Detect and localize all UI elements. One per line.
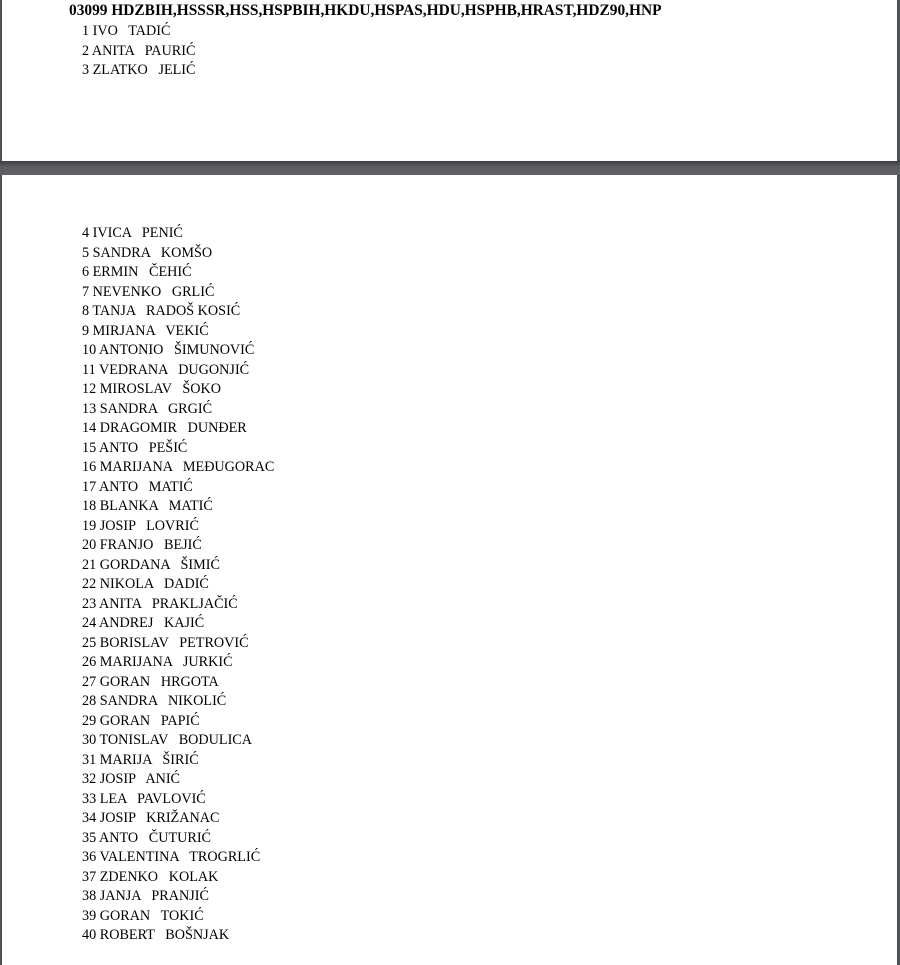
candidate-row [82, 419, 274, 439]
candidate-first-name: IVICA [92, 225, 132, 241]
candidate-row [82, 380, 274, 400]
candidate-last-name: ŠIRIĆ [162, 751, 199, 768]
page-gap [0, 161, 900, 175]
candidate-first-name: BORISLAV [99, 634, 169, 651]
candidate-number: 5 [82, 244, 90, 261]
candidate-first-name: NEVENKO [92, 283, 162, 300]
candidate-last-name: ŠOKO [182, 381, 222, 397]
candidate-number: 8 [82, 303, 90, 319]
candidate-row [82, 614, 274, 634]
candidate-row [82, 263, 274, 283]
candidate-number: 16 [82, 459, 97, 475]
candidate-last-name: PRAKLJAČIĆ [151, 595, 238, 612]
candidate-last-name: ANIĆ [145, 771, 181, 787]
candidate-number: 26 [82, 654, 97, 670]
candidate-last-name: PENIĆ [141, 225, 183, 241]
candidate-row [82, 868, 274, 888]
candidate-row [82, 790, 274, 810]
candidate-number: 10 [82, 342, 97, 358]
candidate-first-name: ROBERT [99, 927, 155, 943]
candidate-first-name: MIRJANA [92, 322, 155, 339]
candidate-first-name: ANITA [98, 595, 142, 612]
candidate-first-name: JOSIP [99, 517, 136, 534]
candidate-last-name: RADOŠ KOSIĆ [146, 303, 241, 319]
candidate-first-name: BLANKA [99, 498, 159, 514]
candidate-row [82, 341, 274, 361]
candidate-number: 21 [82, 556, 97, 573]
candidate-first-name: SANDRA [99, 693, 158, 709]
candidate-last-name: KOMŠO [160, 244, 213, 261]
candidate-row [82, 731, 274, 751]
candidate-number: 13 [82, 400, 97, 417]
document-page-2 [1, 175, 898, 965]
candidate-number: 37 [82, 868, 97, 885]
candidate-row [82, 653, 274, 673]
candidate-row [82, 244, 274, 264]
candidate-last-name: DUGONJIĆ [178, 361, 250, 378]
candidate-last-name: PEŠIĆ [148, 439, 188, 456]
candidate-row [82, 926, 274, 946]
candidate-last-name: TROGRLIĆ [189, 849, 261, 865]
candidate-number: 24 [82, 615, 97, 631]
candidate-last-name: ŠIMUNOVIĆ [173, 342, 255, 358]
candidate-number: 18 [82, 498, 97, 514]
candidate-row [82, 712, 274, 732]
candidate-row [82, 575, 274, 595]
candidate-row [82, 42, 196, 62]
candidate-first-name: ANDREJ [98, 615, 154, 631]
candidate-row [82, 61, 196, 81]
candidate-first-name: LEA [99, 790, 127, 807]
candidate-last-name: GRLIĆ [171, 283, 215, 300]
candidate-row [82, 673, 274, 693]
candidate-number: 29 [82, 712, 97, 729]
candidate-first-name: ANITA [91, 42, 135, 59]
candidate-last-name: BODULICA [178, 732, 253, 748]
candidate-first-name: TONISLAV [99, 732, 169, 748]
candidate-first-name: VALENTINA [99, 849, 179, 865]
candidate-row [82, 634, 274, 654]
candidate-row [82, 497, 274, 517]
candidate-first-name: ANTO [98, 829, 139, 846]
candidate-first-name: GORAN [99, 712, 151, 729]
candidate-first-name: ERMIN [92, 264, 139, 280]
candidate-number: 27 [82, 673, 97, 690]
candidate-last-name: NIKOLIĆ [167, 693, 227, 709]
candidate-number: 30 [82, 732, 97, 748]
candidate-number: 17 [82, 478, 97, 495]
candidate-row [82, 361, 274, 381]
candidate-row [82, 478, 274, 498]
candidate-row [82, 22, 196, 42]
candidate-last-name: MATIĆ [168, 498, 213, 514]
candidate-last-name: VEKIĆ [165, 322, 209, 339]
candidate-row [82, 536, 274, 556]
candidate-first-name: SANDRA [92, 244, 151, 261]
candidate-number: 19 [82, 517, 97, 534]
candidate-number: 11 [82, 361, 96, 378]
candidate-row [82, 302, 274, 322]
candidate-number: 9 [82, 322, 90, 339]
candidate-first-name: ANTONIO [98, 342, 164, 358]
candidate-number: 33 [82, 790, 97, 807]
candidate-first-name: DRAGOMIR [99, 420, 177, 436]
candidate-number: 4 [82, 225, 90, 241]
candidate-last-name: JELIĆ [158, 62, 196, 78]
candidate-row [82, 556, 274, 576]
candidate-number: 3 [82, 62, 90, 78]
candidate-number: 28 [82, 693, 97, 709]
candidate-last-name: BEJIĆ [164, 537, 202, 553]
candidate-last-name: TADIĆ [128, 23, 171, 39]
candidate-number: 14 [82, 420, 97, 436]
candidate-list-page-2 [82, 224, 274, 946]
candidate-number: 22 [82, 576, 97, 592]
candidate-first-name: ZDENKO [99, 868, 159, 885]
candidate-number: 25 [82, 634, 97, 651]
candidate-row [82, 809, 274, 829]
candidate-first-name: MIROSLAV [99, 381, 172, 397]
candidate-number: 35 [82, 829, 97, 846]
candidate-last-name: JURKIĆ [182, 654, 233, 670]
candidate-first-name: VEDRANA [98, 361, 168, 378]
candidate-row [82, 848, 274, 868]
candidate-row [82, 400, 274, 420]
candidate-number: 15 [82, 439, 97, 456]
candidate-number: 7 [82, 283, 90, 300]
candidate-number: 40 [82, 927, 97, 943]
candidate-row [82, 770, 274, 790]
candidate-number: 23 [82, 595, 97, 612]
candidate-first-name: GORDANA [99, 556, 170, 573]
candidate-number: 38 [82, 888, 97, 904]
candidate-number: 20 [82, 537, 97, 553]
candidate-last-name: BOŠNJAK [165, 927, 230, 943]
candidate-first-name: JOSIP [99, 810, 136, 826]
candidate-last-name: MATIĆ [148, 478, 193, 495]
candidate-row [82, 458, 274, 478]
candidate-first-name: NIKOLA [99, 576, 154, 592]
candidate-number: 34 [82, 810, 97, 826]
candidate-first-name: ANTO [98, 478, 139, 495]
candidate-last-name: KRIŽANAC [146, 810, 220, 826]
candidate-row [82, 224, 274, 244]
candidate-row [82, 907, 274, 927]
candidate-last-name: PAVLOVIĆ [137, 790, 206, 807]
candidate-row [82, 283, 274, 303]
candidate-last-name: PETROVIĆ [179, 634, 249, 651]
candidate-number: 12 [82, 381, 97, 397]
list-heading: 03099 HDZBIH,HSSSR,HSS,HSPBIH,HKDU,HSPAS,HDU,HSPHB,HRAST,HDZ90,HNP [69, 2, 662, 19]
candidate-row [82, 517, 274, 537]
candidate-number: 2 [82, 42, 90, 59]
candidate-first-name: JOSIP [99, 771, 136, 787]
candidate-list-page-1 [82, 22, 196, 81]
candidate-number: 31 [82, 751, 97, 768]
candidate-last-name: DUNĐER [187, 420, 247, 436]
candidate-last-name: TOKIĆ [160, 907, 204, 924]
candidate-first-name: FRANJO [99, 537, 154, 553]
candidate-last-name: ŠIMIĆ [180, 556, 220, 573]
candidate-row [82, 692, 274, 712]
candidate-first-name: GORAN [99, 907, 151, 924]
candidate-last-name: PAURIĆ [144, 42, 196, 59]
candidate-first-name: IVO [92, 23, 118, 39]
candidate-last-name: PAPIĆ [160, 712, 200, 729]
candidate-row [82, 439, 274, 459]
candidate-number: 36 [82, 849, 97, 865]
candidate-first-name: JANJA [99, 888, 141, 904]
candidate-number: 6 [82, 264, 90, 280]
document-page-1 [1, 0, 898, 161]
candidate-row [82, 595, 274, 615]
candidate-first-name: TANJA [92, 303, 136, 319]
candidate-last-name: ČUTURIĆ [148, 829, 212, 846]
candidate-last-name: ČEHIĆ [149, 264, 192, 280]
candidate-first-name: SANDRA [99, 400, 158, 417]
candidate-last-name: DADIĆ [163, 576, 209, 592]
candidate-first-name: MARIJANA [99, 459, 173, 475]
candidate-last-name: PRANJIĆ [151, 888, 209, 904]
candidate-first-name: GORAN [99, 673, 151, 690]
candidate-first-name: ANTO [98, 439, 139, 456]
candidate-last-name: HRGOTA [160, 673, 219, 690]
candidate-first-name: MARIJA [99, 751, 152, 768]
candidate-row [82, 829, 274, 849]
candidate-first-name: MARIJANA [99, 654, 173, 670]
candidate-number: 39 [82, 907, 97, 924]
candidate-last-name: GRGIĆ [167, 400, 213, 417]
candidate-last-name: MEĐUGORAC [182, 459, 275, 475]
candidate-last-name: KOLAK [168, 868, 219, 885]
candidate-last-name: LOVRIĆ [146, 517, 199, 534]
candidate-number: 32 [82, 771, 97, 787]
candidate-row [82, 322, 274, 342]
candidate-last-name: KAJIĆ [163, 615, 205, 631]
candidate-number: 1 [82, 23, 90, 39]
candidate-first-name: ZLATKO [92, 62, 148, 78]
candidate-row [82, 887, 274, 907]
candidate-row [82, 751, 274, 771]
